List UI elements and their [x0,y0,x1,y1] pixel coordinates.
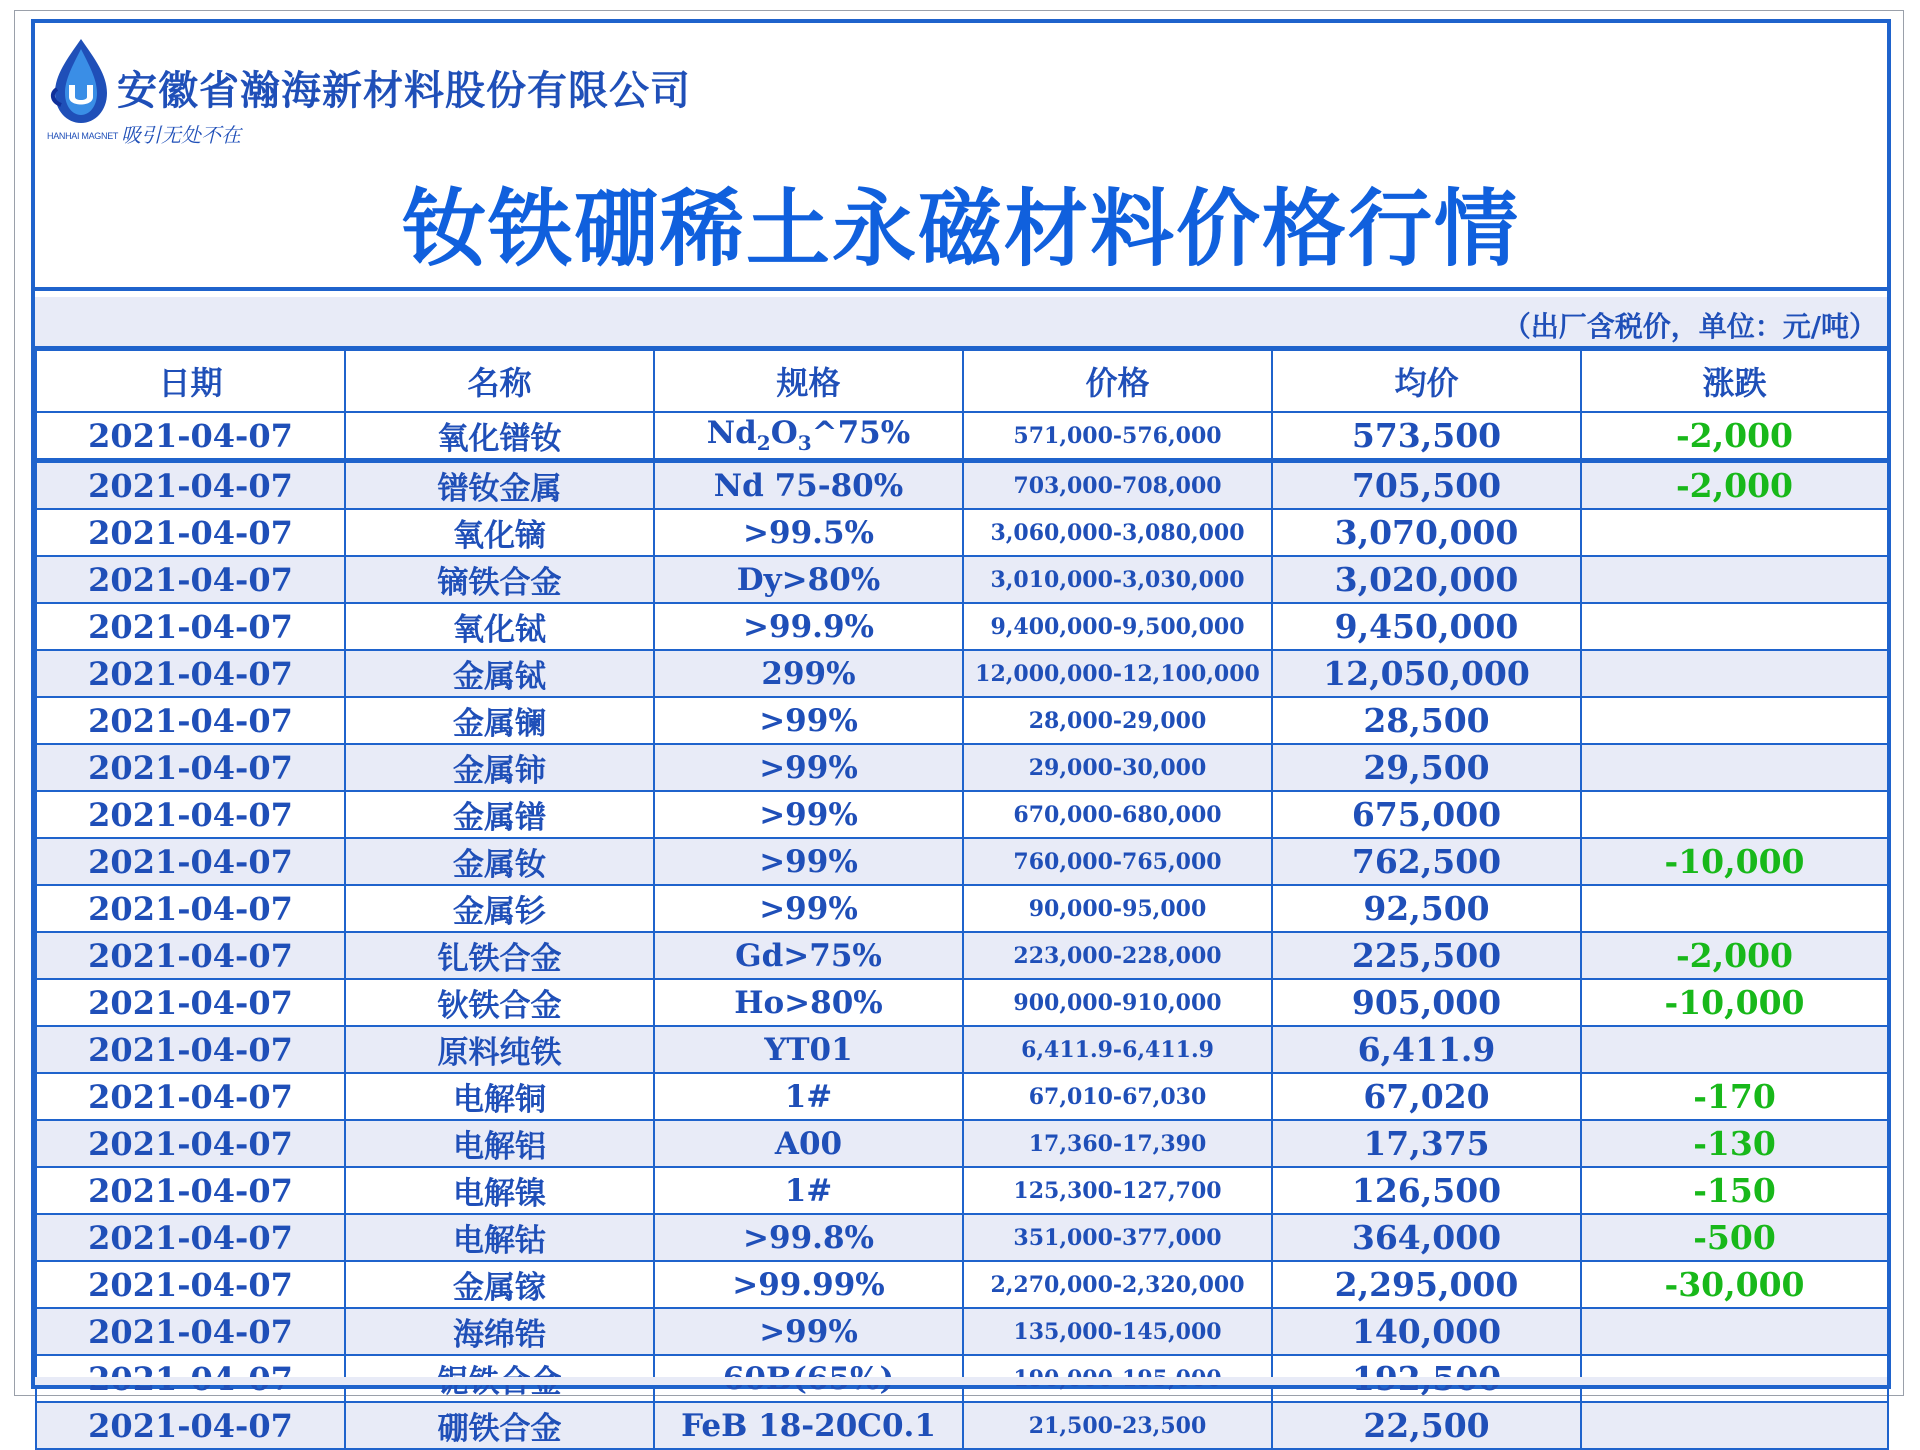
cell-price-range: 223,000-228,000 [963,932,1272,979]
table-row [36,885,1888,932]
table-row [36,979,1888,1026]
cell-change [1581,556,1888,603]
cell-date: 2021-04-07 [36,697,345,744]
cell-change [1581,1308,1888,1355]
cell-date: 2021-04-07 [36,650,345,697]
table-row [36,838,1888,885]
cell-change [1581,791,1888,838]
cell-average-price: 225,500 [1272,932,1581,979]
cell-average-price: 3,020,000 [1272,556,1581,603]
cell-change: -10,000 [1581,979,1888,1026]
cell-change [1581,603,1888,650]
cell-date: 2021-04-07 [36,1402,345,1449]
cell-name: 氧化铽 [345,603,654,650]
cell-price-range: 135,000-145,000 [963,1308,1272,1355]
cell-average-price: 12,050,000 [1272,650,1581,697]
cell-name: 氧化镨钕 [345,412,654,461]
cell-average-price: 364,000 [1272,1214,1581,1261]
cell-average-price: 905,000 [1272,979,1581,1026]
spec-formula-part: 3 [797,431,812,456]
table-row [36,603,1888,650]
cell-date: 2021-04-07 [36,1261,345,1308]
cell-price-range: 12,000,000-12,100,000 [963,650,1272,697]
cell-date: 2021-04-07 [36,556,345,603]
unit-band [35,297,1887,349]
table-row [36,556,1888,603]
cell-price-range: 900,000-910,000 [963,979,1272,1026]
table-row [36,461,1888,510]
cell-name: 电解铝 [345,1120,654,1167]
cell-date: 2021-04-07 [36,791,345,838]
column-header-name: 名称 [345,350,654,412]
cell-price-range: 90,000-95,000 [963,885,1272,932]
cell-name: 镨钕金属 [345,461,654,510]
cell-date: 2021-04-07 [36,1167,345,1214]
cell-average-price: 22,500 [1272,1402,1581,1449]
spec-formula-part: ^75% [811,415,911,452]
cell-name: 金属铽 [345,650,654,697]
cell-average-price: 3,070,000 [1272,509,1581,556]
page [14,10,1904,1447]
cell-spec: A00 [654,1120,963,1167]
column-header-change: 涨跌 [1581,350,1888,412]
cell-name: 电解铜 [345,1073,654,1120]
cell-date: 2021-04-07 [36,509,345,556]
table-row [36,744,1888,791]
bottom-band [35,1377,1887,1385]
cell-price-range: 125,300-127,700 [963,1167,1272,1214]
cell-name: 电解钴 [345,1214,654,1261]
cell-name: 金属镓 [345,1261,654,1308]
cell-date: 2021-04-07 [36,461,345,510]
cell-spec: >99.8% [654,1214,963,1261]
cell-spec: >99.5% [654,509,963,556]
cell-change: -130 [1581,1120,1888,1167]
cell-name: 金属铈 [345,744,654,791]
table-header-row [36,350,1888,412]
table-row [36,1214,1888,1261]
cell-date: 2021-04-07 [36,932,345,979]
cell-spec: 299% [654,650,963,697]
cell-spec: >99.99% [654,1261,963,1308]
cell-spec: 1# [654,1167,963,1214]
cell-change: -500 [1581,1214,1888,1261]
cell-change [1581,650,1888,697]
cell-average-price: 675,000 [1272,791,1581,838]
cell-change: -30,000 [1581,1261,1888,1308]
cell-spec: >99% [654,791,963,838]
cell-name: 钬铁合金 [345,979,654,1026]
spec-formula-part: O [770,415,798,452]
cell-average-price: 9,450,000 [1272,603,1581,650]
unit-note: （出厂含税价，单位：元/吨） [1502,310,1877,343]
cell-name: 金属钕 [345,838,654,885]
cell-price-range: 3,010,000-3,030,000 [963,556,1272,603]
cell-spec: >99% [654,1308,963,1355]
column-header-price: 价格 [963,350,1272,412]
price-table-body [36,412,1888,1449]
table-row [36,1402,1888,1449]
spec-formula-part: 2 [756,431,771,456]
cell-name: 金属镨 [345,791,654,838]
cell-spec: YT01 [654,1026,963,1073]
table-row [36,791,1888,838]
cell-price-range: 6,411.9-6,411.9 [963,1026,1272,1073]
cell-name: 海绵锆 [345,1308,654,1355]
company-name: 安徽省瀚海新材料股份有限公司 [117,68,691,113]
cell-spec: Dy>80% [654,556,963,603]
cell-change: -2,000 [1581,461,1888,510]
cell-date: 2021-04-07 [36,979,345,1026]
cell-change: -10,000 [1581,838,1888,885]
cell-date: 2021-04-07 [36,1308,345,1355]
table-row [36,1120,1888,1167]
cell-change: -2,000 [1581,932,1888,979]
table-row [36,1026,1888,1073]
cell-change: -2,000 [1581,412,1888,461]
cell-average-price: 92,500 [1272,885,1581,932]
cell-date: 2021-04-07 [36,1026,345,1073]
cell-average-price: 2,295,000 [1272,1261,1581,1308]
company-slogan: 吸引无处不在 [121,125,241,147]
cell-average-price: 67,020 [1272,1073,1581,1120]
cell-change: -150 [1581,1167,1888,1214]
cell-average-price: 126,500 [1272,1167,1581,1214]
cell-price-range: 28,000-29,000 [963,697,1272,744]
cell-spec: Gd>75% [654,932,963,979]
cell-price-range: 67,010-67,030 [963,1073,1272,1120]
column-header-average: 均价 [1272,350,1581,412]
column-header-date: 日期 [36,350,345,412]
cell-spec: >99% [654,885,963,932]
cell-change [1581,885,1888,932]
cell-spec: >99% [654,697,963,744]
cell-spec: 1# [654,1073,963,1120]
table-row [36,650,1888,697]
cell-change [1581,697,1888,744]
cell-price-range: 703,000-708,000 [963,461,1272,510]
table-row [36,412,1888,461]
cell-average-price: 140,000 [1272,1308,1581,1355]
cell-price-range: 2,270,000-2,320,000 [963,1261,1272,1308]
cell-change: -170 [1581,1073,1888,1120]
column-header-spec: 规格 [654,350,963,412]
cell-date: 2021-04-07 [36,603,345,650]
cell-change [1581,1026,1888,1073]
table-row [36,932,1888,979]
table-row [36,1308,1888,1355]
page-title: 钕铁硼稀土永磁材料价格行情 [401,180,1520,278]
hanhai-magnet-logo-icon [47,35,117,139]
price-sheet-frame [31,19,1891,1447]
table-row [36,1261,1888,1308]
cell-average-price: 17,375 [1272,1120,1581,1167]
logo-caption: HANHAI MAGNET [47,131,119,141]
cell-change [1581,509,1888,556]
cell-price-range: 670,000-680,000 [963,791,1272,838]
cell-date: 2021-04-07 [36,885,345,932]
cell-date: 2021-04-07 [36,412,345,461]
spec-formula-part: Nd [706,415,757,452]
cell-spec [654,412,963,461]
cell-average-price: 6,411.9 [1272,1026,1581,1073]
table-row [36,1073,1888,1120]
price-table [35,349,1889,1450]
cell-date: 2021-04-07 [36,1120,345,1167]
cell-date: 2021-04-07 [36,838,345,885]
cell-name: 金属镧 [345,697,654,744]
table-row [36,697,1888,744]
cell-change [1581,744,1888,791]
cell-name: 电解镍 [345,1167,654,1214]
cell-price-range: 9,400,000-9,500,000 [963,603,1272,650]
cell-average-price: 29,500 [1272,744,1581,791]
cell-spec: FeB 18-20C0.1 [654,1402,963,1449]
cell-spec: >99% [654,744,963,791]
cell-spec: Nd 75-80% [654,461,963,510]
cell-spec: >99% [654,838,963,885]
table-row [36,1167,1888,1214]
cell-name: 镝铁合金 [345,556,654,603]
cell-average-price: 573,500 [1272,412,1581,461]
cell-name: 金属钐 [345,885,654,932]
cell-price-range: 17,360-17,390 [963,1120,1272,1167]
table-row [36,509,1888,556]
title-divider [35,287,1887,291]
cell-date: 2021-04-07 [36,744,345,791]
cell-date: 2021-04-07 [36,1073,345,1120]
cell-price-range: 351,000-377,000 [963,1214,1272,1261]
cell-date: 2021-04-07 [36,1214,345,1261]
cell-name: 硼铁合金 [345,1402,654,1449]
cell-name: 氧化镝 [345,509,654,556]
cell-average-price: 28,500 [1272,697,1581,744]
cell-name: 钆铁合金 [345,932,654,979]
cell-average-price: 705,500 [1272,461,1581,510]
cell-change [1581,1402,1888,1449]
cell-price-range: 21,500-23,500 [963,1402,1272,1449]
header [35,23,1887,287]
cell-price-range: 3,060,000-3,080,000 [963,509,1272,556]
cell-price-range: 29,000-30,000 [963,744,1272,791]
cell-spec: >99.9% [654,603,963,650]
cell-price-range: 760,000-765,000 [963,838,1272,885]
cell-price-range: 571,000-576,000 [963,412,1272,461]
cell-spec: Ho>80% [654,979,963,1026]
cell-name: 原料纯铁 [345,1026,654,1073]
cell-average-price: 762,500 [1272,838,1581,885]
